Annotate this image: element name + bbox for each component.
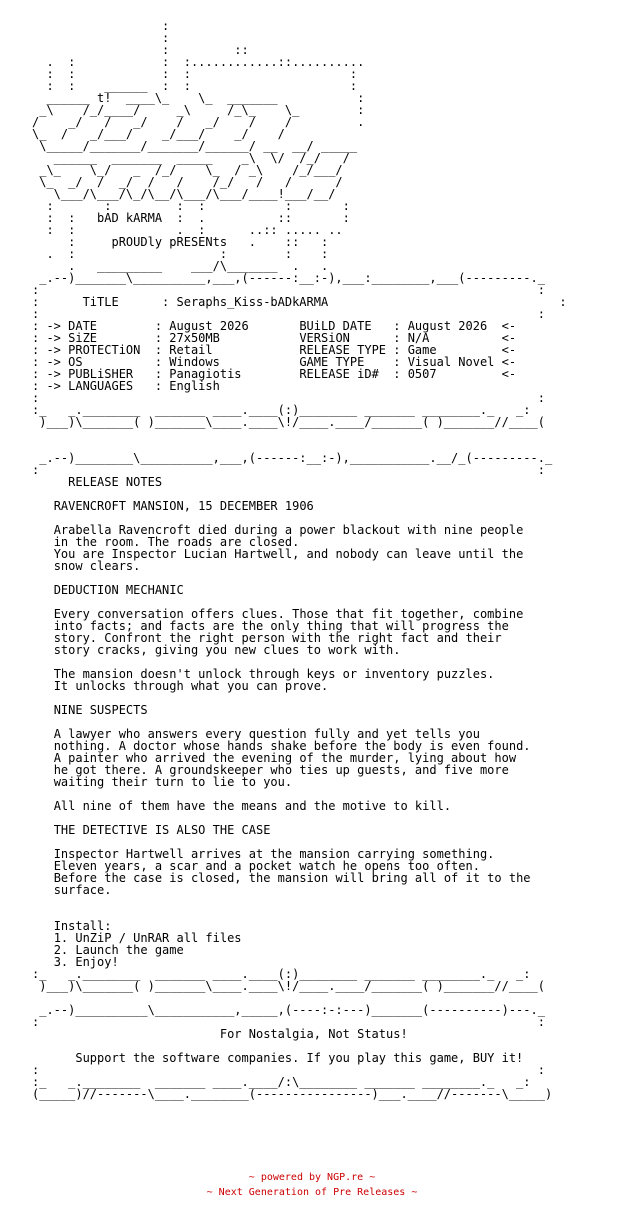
release-title-line: : TiTLE : Seraphs_Kiss-bADkARMA : xyxy=(32,295,567,309)
logo-art-line: . : : :............::.......... xyxy=(32,55,365,69)
section-title xyxy=(32,824,612,836)
section-line xyxy=(32,680,612,692)
release-notes-heading: RELEASE NOTES xyxy=(68,475,163,489)
closing-top-border: _.--)__________\___________,_____,(----:-:---)_______(----------)---._ xyxy=(32,1003,545,1017)
info-value: Visual Novel xyxy=(407,355,495,369)
info-bottom-border: :_ _.________ _______ ____.____(:)________ _______ ________._ _: xyxy=(32,403,531,417)
section-line xyxy=(32,776,612,788)
closing-bottom-border: :_ _.________ _______ ____.____/:\________ _______ ________._ _: xyxy=(32,1075,531,1089)
section-line-text: It unlocks through what you can prove. xyxy=(53,679,329,693)
blank-line xyxy=(32,896,612,908)
section-line-text: All nine of them have the means and the motive to kill. xyxy=(53,799,452,813)
support-text: Support the software companies. If you play this game, BUY it! xyxy=(75,1051,524,1065)
closing-border-side: : : xyxy=(32,1063,545,1077)
notes-bottom-border: :_ _.________ _______ ____.____(:)________ _______ ________._ _: xyxy=(32,967,531,981)
info-row: : -> SiZE : 27x50MB VERSiON : N/A <- xyxy=(32,331,517,345)
logo-art-line: . : : : : xyxy=(32,247,329,261)
install-step xyxy=(32,944,612,956)
info-label: RELEASE iD# xyxy=(299,367,394,381)
section-line xyxy=(32,800,612,812)
info-row: : -> PUBLiSHER : Panagiotis RELEASE iD# : 0507 <- xyxy=(32,367,517,381)
section-line xyxy=(32,644,612,656)
install-step-text: 1. UnZiP / UnRAR all files xyxy=(53,931,242,945)
logo-art-line: : xyxy=(32,19,170,33)
info-value: 27x50MB xyxy=(169,331,300,345)
info-label: OS xyxy=(68,355,155,369)
section-line xyxy=(32,884,612,896)
logo-art-line: \___/\___/\_/\__/\___/\___/____!___/__/ xyxy=(32,187,336,201)
info-value: Retail xyxy=(169,343,300,357)
ascii-logo xyxy=(32,20,612,272)
install-step-text: 3. Enjoy! xyxy=(53,955,119,969)
info-border-side: : : xyxy=(32,391,545,405)
info-label: RELEASE TYPE xyxy=(299,343,394,357)
section-title xyxy=(32,584,612,596)
info-value: 0507 xyxy=(407,367,495,381)
notes-body xyxy=(32,500,612,896)
notes-box xyxy=(32,452,612,992)
info-row: : -> OS : Windows GAME TYPE : Visual Novel <- xyxy=(32,355,517,369)
info-label: VERSiON xyxy=(299,331,394,345)
closing-slogan-line xyxy=(32,1028,612,1040)
info-value: Panagiotis xyxy=(169,367,300,381)
section-line-text: surface. xyxy=(53,883,112,897)
info-label: GAME TYPE xyxy=(299,355,394,369)
info-value: August 2026 xyxy=(407,319,495,333)
logo-art-line: : : : : : xyxy=(32,67,358,81)
logo-art-line: / _/ / _/ / _/ / / . xyxy=(32,115,365,129)
closing-bottom-border: (_____)//-------\____.________(----------------)___.____//-------\_____) xyxy=(32,1087,553,1101)
section-line-text: story. Confront the right person with the right fact and their xyxy=(53,631,502,645)
section-title-text: THE DETECTIVE IS ALSO THE CASE xyxy=(53,823,271,837)
info-value: Game xyxy=(407,343,495,357)
footer xyxy=(0,1170,624,1200)
section-line-text: nothing. A doctor whose hands shake before the body is even found. xyxy=(53,739,531,753)
section-line xyxy=(32,872,612,884)
logo-art-line: _\_ \_/ _ /_/ \_ / _\ /_/___/ xyxy=(32,163,343,177)
logo-art-line: ______ _______ _____ _\ \/ /_/ / xyxy=(32,151,350,165)
footer-powered-by: ~ powered by NGP.re ~ xyxy=(248,1172,376,1183)
logo-art-line: : pROUDly pRESENts . :: : xyxy=(32,235,329,249)
info-row: : -> DATE : August 2026 BUiLD DATE : August 2026 <- xyxy=(32,319,517,333)
info-value: N/A xyxy=(407,331,495,345)
install-title-text: Install: xyxy=(53,919,112,933)
closing-box xyxy=(32,1004,612,1100)
footer-tagline: ~ Next Generation of Pre Releases ~ xyxy=(206,1187,418,1198)
info-value: English xyxy=(169,379,300,393)
section-line-text: A lawyer who answers every question fully and yet tells you xyxy=(53,727,480,741)
info-row: : -> LANGUAGES : English xyxy=(32,379,300,393)
logo-art-line: \_____/_______/_______/______/ __ __/ _____ xyxy=(32,139,358,153)
section-line-text: he got there. A groundskeeper who ties up guests, and five more xyxy=(53,763,509,777)
logo-art-line: : xyxy=(32,31,170,45)
logo-art-line: . _________ ___/\_______ . . xyxy=(32,259,329,273)
section-title-text: DEDUCTION MECHANIC xyxy=(53,583,184,597)
install-steps xyxy=(32,932,612,968)
section-line-text: into facts; and facts are the only thing that will progress the xyxy=(53,619,509,633)
section-line xyxy=(32,560,612,572)
section-line-text: Arabella Ravencroft died during a power blackout with nine people xyxy=(53,523,524,537)
logo-art-line: : : : : : : xyxy=(32,199,350,213)
logo-art-line: : : ______ : : : xyxy=(32,79,358,93)
section-line-text: Before the case is closed, the mansion will bring all of it to the xyxy=(53,871,531,885)
info-label: PROTECTiON xyxy=(68,343,155,357)
section-line-text: A painter who arrived the evening of the murder, lying about how xyxy=(53,751,517,765)
logo-art-line: : : bAD kARMA : . :: : xyxy=(32,211,350,225)
info-border-side: : : xyxy=(32,283,545,297)
section-line-text: Eleven years, a scar and a pocket watch he opens too often. xyxy=(53,859,480,873)
logo-art-line: \_ / _/___/ _/___/ _/ / xyxy=(32,127,300,141)
logo-art-line: : : . : ..:: ..... .. xyxy=(32,223,343,237)
info-label: LANGUAGES xyxy=(68,379,155,393)
slogan: For Nostalgia, Not Status! xyxy=(219,1027,408,1041)
blank-line xyxy=(32,908,612,920)
notes-bottom-border: )___)\_______( )_______\____.____\!/____.____/_______( )_______//____( xyxy=(32,979,545,993)
logo-art-line: \_ _/ / _/ / / /_/ / / / xyxy=(32,175,343,189)
section-line-text: Inspector Hartwell arrives at the mansion carrying something. xyxy=(53,847,495,861)
info-border-side: : : xyxy=(32,307,545,321)
info-rows xyxy=(32,320,612,392)
install-step-text: 2. Launch the game xyxy=(53,943,184,957)
section-title-text: RAVENCROFT MANSION, 15 DECEMBER 1906 xyxy=(53,499,314,513)
logo-art-line: ______ t! ____\_ \_ _______ : xyxy=(32,91,365,105)
info-label: PUBLiSHER xyxy=(68,367,155,381)
section-line-text: in the room. The roads are closed. xyxy=(53,535,300,549)
info-label: BUiLD DATE xyxy=(299,319,394,333)
logo-art-line: : :: xyxy=(32,43,249,57)
info-label: DATE xyxy=(68,319,155,333)
info-row: : -> PROTECTiON : Retail RELEASE TYPE : Game <- xyxy=(32,343,517,357)
logo-art-line: _\ /_/____/ _\ /_\_ \_ : xyxy=(32,103,365,117)
section-title xyxy=(32,704,612,716)
section-line-text: snow clears. xyxy=(53,559,141,573)
info-label: SiZE xyxy=(68,331,155,345)
section-title-text: NINE SUSPECTS xyxy=(53,703,148,717)
closing-border-side: : : xyxy=(32,1015,545,1029)
info-value: Windows xyxy=(169,355,300,369)
section-title xyxy=(32,500,612,512)
info-box xyxy=(32,272,612,428)
section-line-text: You are Inspector Lucian Hartwell, and nobody can leave until the xyxy=(53,547,524,561)
section-line-text: story cracks, giving you new clues to work with. xyxy=(53,643,401,657)
section-line-text: The mansion doesn't unlock through keys or inventory puzzles. xyxy=(53,667,495,681)
notes-heading xyxy=(32,476,612,488)
info-bottom-border: )___)\_______( )_______\____.____\!/____.____/_______( )_______//____( xyxy=(32,415,545,429)
notes-border-side: : : xyxy=(32,463,545,477)
nfo-document xyxy=(32,20,612,1100)
info-top-border: _.--)_______\__________,___,(------:__:-),___:________,___(---------._ xyxy=(32,271,545,285)
notes-top-border: _.--)________\__________,___,(------:__:-),___________.__/_(---------._ xyxy=(32,451,553,465)
info-value: August 2026 xyxy=(169,319,300,333)
section-line-text: Every conversation offers clues. Those that fit together, combine xyxy=(53,607,524,621)
section-line-text: waiting their turn to lie to you. xyxy=(53,775,293,789)
